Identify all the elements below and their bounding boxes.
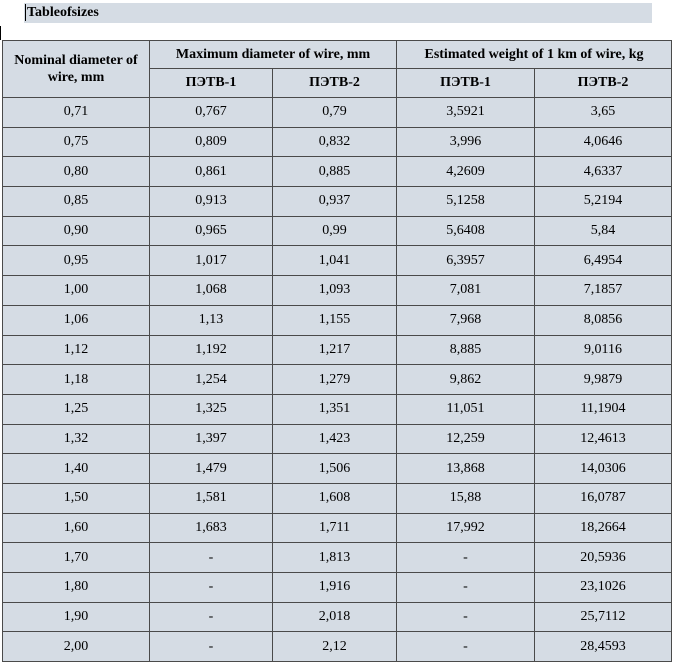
cell-max-pete1: 0,965 (150, 216, 273, 246)
cell-max-pete1: 1,13 (150, 305, 273, 335)
cell-max-pete2: 1,506 (273, 454, 397, 484)
cell-max-pete2: 0,885 (273, 157, 397, 187)
cell-weight-pete2: 12,4613 (535, 424, 672, 454)
cell-weight-pete2: 8,0856 (535, 305, 672, 335)
cell-weight-pete2: 11,1904 (535, 394, 672, 424)
cell-weight-pete2: 5,2194 (535, 187, 672, 217)
header-pete1-diameter: ПЭТВ-1 (150, 69, 273, 98)
cell-weight-pete2: 9,9879 (535, 365, 672, 395)
header-pete1-weight: ПЭТВ-1 (397, 69, 535, 98)
cell-max-pete2: 0,937 (273, 187, 397, 217)
cell-max-pete2: 2,12 (273, 632, 397, 662)
table-row (3, 246, 672, 276)
cell-weight-pete1: 17,992 (397, 513, 535, 543)
table-row (3, 276, 672, 306)
cell-max-pete2: 1,711 (273, 513, 397, 543)
cell-nominal: 1,80 (3, 573, 150, 603)
cell-max-pete2: 0,79 (273, 98, 397, 128)
table-row (3, 543, 672, 573)
header-row (3, 41, 672, 69)
cell-nominal: 0,90 (3, 216, 150, 246)
cell-weight-pete1: 3,5921 (397, 98, 535, 128)
cell-weight-pete1: - (397, 632, 535, 662)
cell-weight-pete2: 4,0646 (535, 127, 672, 157)
cell-max-pete2: 1,423 (273, 424, 397, 454)
cell-max-pete1: - (150, 543, 273, 573)
table-row (3, 216, 672, 246)
text-cursor (25, 4, 26, 21)
cell-weight-pete2: 7,1857 (535, 276, 672, 306)
table-row (3, 424, 672, 454)
cell-weight-pete1: 15,88 (397, 483, 535, 513)
table-row (3, 365, 672, 395)
cell-weight-pete1: 6,3957 (397, 246, 535, 276)
cell-max-pete1: 1,254 (150, 365, 273, 395)
cell-max-pete1: 1,068 (150, 276, 273, 306)
cell-weight-pete1: 3,996 (397, 127, 535, 157)
table-row (3, 305, 672, 335)
cell-nominal: 1,00 (3, 276, 150, 306)
cell-weight-pete2: 18,2664 (535, 513, 672, 543)
cell-max-pete1: 1,397 (150, 424, 273, 454)
cell-max-pete1: 1,325 (150, 394, 273, 424)
cell-max-pete1: - (150, 632, 273, 662)
table-body (3, 98, 672, 662)
table-row (3, 394, 672, 424)
cell-weight-pete1: - (397, 602, 535, 632)
table-row (3, 127, 672, 157)
cell-weight-pete1: 8,885 (397, 335, 535, 365)
cell-nominal: 1,70 (3, 543, 150, 573)
cell-weight-pete2: 5,84 (535, 216, 672, 246)
cell-max-pete2: 1,041 (273, 246, 397, 276)
table-row (3, 632, 672, 662)
cell-nominal: 1,32 (3, 424, 150, 454)
header-estimated-weight: Estimated weight of 1 km of wire, kg (397, 41, 672, 69)
table-row (3, 98, 672, 128)
cell-max-pete1: - (150, 602, 273, 632)
cell-max-pete1: 1,479 (150, 454, 273, 484)
cell-weight-pete1: - (397, 543, 535, 573)
cell-nominal: 1,50 (3, 483, 150, 513)
cell-max-pete1: 0,861 (150, 157, 273, 187)
title-bar (24, 3, 652, 23)
cell-max-pete2: 1,916 (273, 573, 397, 603)
cell-weight-pete2: 14,0306 (535, 454, 672, 484)
cell-nominal: 0,85 (3, 187, 150, 217)
cell-max-pete1: 0,809 (150, 127, 273, 157)
cell-max-pete2: 1,351 (273, 394, 397, 424)
cell-max-pete2: 2,018 (273, 602, 397, 632)
cell-weight-pete1: 5,1258 (397, 187, 535, 217)
header-max-diameter: Maximum diameter of wire, mm (150, 41, 397, 69)
table-row (3, 335, 672, 365)
cell-weight-pete2: 3,65 (535, 98, 672, 128)
cell-nominal: 1,18 (3, 365, 150, 395)
cell-weight-pete2: 6,4954 (535, 246, 672, 276)
cell-weight-pete1: 11,051 (397, 394, 535, 424)
cell-weight-pete2: 4,6337 (535, 157, 672, 187)
table-row (3, 157, 672, 187)
sizes-table (2, 40, 672, 662)
margin-line (0, 26, 1, 40)
table-row (3, 573, 672, 603)
cell-max-pete2: 1,155 (273, 305, 397, 335)
cell-max-pete2: 1,093 (273, 276, 397, 306)
cell-nominal: 1,06 (3, 305, 150, 335)
header-pete2-diameter: ПЭТВ-2 (273, 69, 397, 98)
cell-max-pete2: 1,279 (273, 365, 397, 395)
cell-weight-pete2: 25,7112 (535, 602, 672, 632)
header-pete2-weight: ПЭТВ-2 (535, 69, 672, 98)
cell-weight-pete2: 23,1026 (535, 573, 672, 603)
cell-nominal: 0,75 (3, 127, 150, 157)
table-row (3, 187, 672, 217)
header-nominal-diameter: Nominal diameter of wire, mm (3, 41, 150, 98)
cell-max-pete1: - (150, 573, 273, 603)
cell-weight-pete1: 4,2609 (397, 157, 535, 187)
cell-max-pete1: 0,913 (150, 187, 273, 217)
cell-nominal: 1,40 (3, 454, 150, 484)
document-title: Tableofsizes (27, 5, 99, 20)
table-row (3, 513, 672, 543)
cell-max-pete2: 1,813 (273, 543, 397, 573)
cell-max-pete1: 1,017 (150, 246, 273, 276)
cell-weight-pete1: 9,862 (397, 365, 535, 395)
cell-nominal: 0,80 (3, 157, 150, 187)
cell-max-pete1: 1,192 (150, 335, 273, 365)
cell-nominal: 0,71 (3, 98, 150, 128)
cell-nominal: 1,25 (3, 394, 150, 424)
cell-max-pete2: 0,99 (273, 216, 397, 246)
table-row (3, 483, 672, 513)
cell-max-pete1: 0,767 (150, 98, 273, 128)
cell-weight-pete1: 7,968 (397, 305, 535, 335)
cell-nominal: 1,12 (3, 335, 150, 365)
table-row (3, 454, 672, 484)
cell-nominal: 1,60 (3, 513, 150, 543)
cell-weight-pete1: 7,081 (397, 276, 535, 306)
cell-nominal: 0,95 (3, 246, 150, 276)
cell-weight-pete2: 16,0787 (535, 483, 672, 513)
cell-max-pete1: 1,581 (150, 483, 273, 513)
cell-max-pete1: 1,683 (150, 513, 273, 543)
cell-nominal: 2,00 (3, 632, 150, 662)
cell-max-pete2: 1,217 (273, 335, 397, 365)
cell-weight-pete1: 13,868 (397, 454, 535, 484)
cell-weight-pete1: 5,6408 (397, 216, 535, 246)
cell-nominal: 1,90 (3, 602, 150, 632)
cell-weight-pete1: - (397, 573, 535, 603)
cell-weight-pete1: 12,259 (397, 424, 535, 454)
table-row (3, 602, 672, 632)
cell-max-pete2: 0,832 (273, 127, 397, 157)
cell-weight-pete2: 28,4593 (535, 632, 672, 662)
cell-max-pete2: 1,608 (273, 483, 397, 513)
cell-weight-pete2: 20,5936 (535, 543, 672, 573)
cell-weight-pete2: 9,0116 (535, 335, 672, 365)
